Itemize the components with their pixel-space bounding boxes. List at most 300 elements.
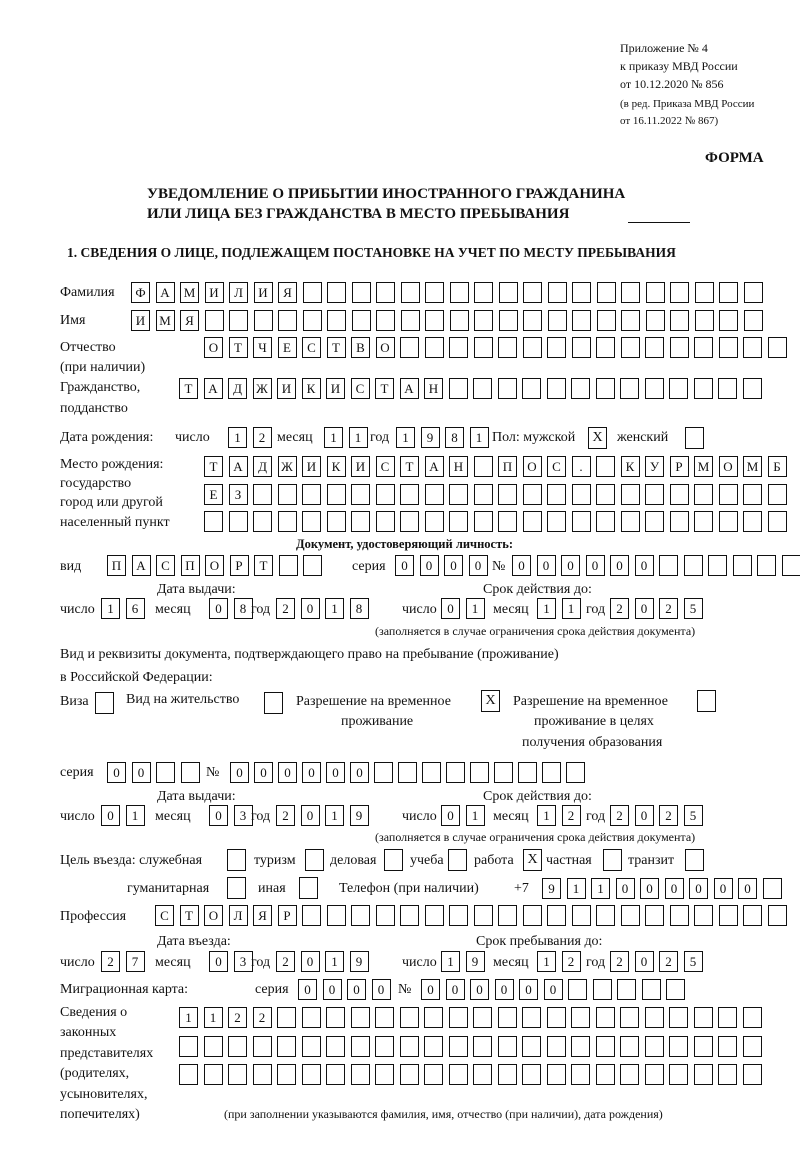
char-cell[interactable] bbox=[708, 555, 727, 576]
char-cell[interactable] bbox=[620, 378, 639, 399]
char-cell[interactable] bbox=[351, 1007, 370, 1028]
char-cell[interactable] bbox=[473, 1064, 492, 1085]
char-cell[interactable]: 9 bbox=[542, 878, 561, 899]
char-cell[interactable]: Т bbox=[375, 378, 394, 399]
char-cell[interactable] bbox=[398, 762, 417, 783]
char-cell[interactable] bbox=[278, 511, 297, 532]
char-cell[interactable] bbox=[474, 282, 493, 303]
char-cell[interactable]: 2 bbox=[276, 805, 295, 826]
char-cell[interactable] bbox=[645, 1036, 664, 1057]
char-cell[interactable] bbox=[400, 484, 419, 505]
char-cell[interactable] bbox=[757, 555, 776, 576]
char-cell[interactable] bbox=[768, 905, 787, 926]
char-cell[interactable] bbox=[596, 905, 615, 926]
char-cell[interactable] bbox=[523, 511, 542, 532]
char-cell[interactable] bbox=[278, 310, 297, 331]
char-cell[interactable] bbox=[450, 282, 469, 303]
char-cell[interactable] bbox=[498, 1007, 517, 1028]
char-cell[interactable] bbox=[401, 282, 420, 303]
char-cell[interactable]: 0 bbox=[298, 979, 317, 1000]
char-cell[interactable] bbox=[450, 310, 469, 331]
char-cell[interactable] bbox=[376, 310, 395, 331]
char-cell[interactable]: 0 bbox=[441, 598, 460, 619]
char-cell[interactable] bbox=[474, 905, 493, 926]
char-cell[interactable] bbox=[228, 1064, 247, 1085]
char-cell[interactable] bbox=[375, 1064, 394, 1085]
char-cell[interactable]: 1 bbox=[396, 427, 415, 448]
char-cell[interactable] bbox=[474, 511, 493, 532]
char-cell[interactable] bbox=[204, 1064, 223, 1085]
char-cell[interactable]: К bbox=[327, 456, 346, 477]
char-cell[interactable]: 0 bbox=[512, 555, 531, 576]
char-cell[interactable] bbox=[669, 1007, 688, 1028]
char-cell[interactable] bbox=[645, 511, 664, 532]
char-cell[interactable] bbox=[572, 905, 591, 926]
char-cell[interactable] bbox=[400, 1036, 419, 1057]
char-cell[interactable]: 1 bbox=[562, 598, 581, 619]
char-cell[interactable] bbox=[424, 1007, 443, 1028]
char-cell[interactable]: Я bbox=[278, 282, 297, 303]
char-cell[interactable] bbox=[425, 310, 444, 331]
char-cell[interactable] bbox=[547, 1007, 566, 1028]
char-cell[interactable] bbox=[498, 484, 517, 505]
char-cell[interactable]: Т bbox=[179, 378, 198, 399]
char-cell[interactable] bbox=[156, 762, 175, 783]
char-cell[interactable]: М bbox=[694, 456, 713, 477]
char-cell[interactable] bbox=[669, 1064, 688, 1085]
char-cell[interactable] bbox=[253, 511, 272, 532]
char-cell[interactable] bbox=[376, 282, 395, 303]
char-cell[interactable] bbox=[621, 484, 640, 505]
char-cell[interactable]: И bbox=[302, 456, 321, 477]
char-cell[interactable] bbox=[645, 378, 664, 399]
char-cell[interactable] bbox=[470, 762, 489, 783]
char-cell[interactable] bbox=[425, 905, 444, 926]
char-cell[interactable] bbox=[499, 282, 518, 303]
char-cell[interactable] bbox=[572, 282, 591, 303]
purpose-transit-checkbox[interactable] bbox=[685, 849, 704, 871]
char-cell[interactable] bbox=[596, 456, 615, 477]
char-cell[interactable] bbox=[400, 1064, 419, 1085]
title-blank-line[interactable] bbox=[628, 222, 690, 223]
char-cell[interactable] bbox=[179, 1064, 198, 1085]
char-cell[interactable] bbox=[401, 310, 420, 331]
char-cell[interactable]: 0 bbox=[635, 555, 654, 576]
char-cell[interactable] bbox=[571, 1036, 590, 1057]
char-cell[interactable]: 0 bbox=[444, 555, 463, 576]
char-cell[interactable] bbox=[744, 310, 763, 331]
char-cell[interactable] bbox=[670, 484, 689, 505]
char-cell[interactable] bbox=[498, 378, 517, 399]
char-cell[interactable]: 0 bbox=[537, 555, 556, 576]
edu-residence-checkbox[interactable] bbox=[697, 690, 716, 712]
char-cell[interactable] bbox=[621, 282, 640, 303]
char-cell[interactable]: 7 bbox=[126, 951, 145, 972]
char-cell[interactable]: 0 bbox=[323, 979, 342, 1000]
char-cell[interactable] bbox=[743, 1007, 762, 1028]
char-cell[interactable] bbox=[474, 337, 493, 358]
char-cell[interactable] bbox=[523, 484, 542, 505]
char-cell[interactable]: К bbox=[302, 378, 321, 399]
char-cell[interactable] bbox=[327, 905, 346, 926]
char-cell[interactable] bbox=[302, 1007, 321, 1028]
char-cell[interactable]: 0 bbox=[544, 979, 563, 1000]
char-cell[interactable]: О bbox=[204, 337, 223, 358]
char-cell[interactable] bbox=[425, 282, 444, 303]
char-cell[interactable]: А bbox=[400, 378, 419, 399]
char-cell[interactable]: О bbox=[205, 555, 224, 576]
char-cell[interactable] bbox=[547, 378, 566, 399]
char-cell[interactable] bbox=[719, 282, 738, 303]
char-cell[interactable] bbox=[446, 762, 465, 783]
char-cell[interactable] bbox=[204, 511, 223, 532]
char-cell[interactable]: 0 bbox=[132, 762, 151, 783]
char-cell[interactable]: 5 bbox=[684, 805, 703, 826]
char-cell[interactable]: Д bbox=[253, 456, 272, 477]
char-cell[interactable] bbox=[596, 511, 615, 532]
char-cell[interactable] bbox=[327, 310, 346, 331]
char-cell[interactable] bbox=[425, 511, 444, 532]
char-cell[interactable] bbox=[400, 511, 419, 532]
char-cell[interactable]: 8 bbox=[234, 598, 253, 619]
char-cell[interactable] bbox=[351, 511, 370, 532]
char-cell[interactable]: 8 bbox=[350, 598, 369, 619]
char-cell[interactable]: О bbox=[204, 905, 223, 926]
char-cell[interactable] bbox=[768, 511, 787, 532]
char-cell[interactable]: 9 bbox=[350, 805, 369, 826]
char-cell[interactable]: Т bbox=[254, 555, 273, 576]
char-cell[interactable] bbox=[498, 1036, 517, 1057]
char-cell[interactable] bbox=[424, 1036, 443, 1057]
char-cell[interactable] bbox=[351, 1036, 370, 1057]
char-cell[interactable] bbox=[743, 511, 762, 532]
char-cell[interactable]: 2 bbox=[562, 805, 581, 826]
char-cell[interactable]: 2 bbox=[228, 1007, 247, 1028]
char-cell[interactable]: 1 bbox=[466, 598, 485, 619]
char-cell[interactable]: А bbox=[425, 456, 444, 477]
char-cell[interactable] bbox=[523, 905, 542, 926]
char-cell[interactable]: 3 bbox=[234, 805, 253, 826]
char-cell[interactable] bbox=[568, 979, 587, 1000]
char-cell[interactable] bbox=[694, 511, 713, 532]
char-cell[interactable]: 0 bbox=[395, 555, 414, 576]
char-cell[interactable] bbox=[571, 1007, 590, 1028]
sex-female-checkbox[interactable] bbox=[685, 427, 704, 449]
char-cell[interactable] bbox=[743, 337, 762, 358]
char-cell[interactable]: 1 bbox=[591, 878, 610, 899]
char-cell[interactable] bbox=[449, 378, 468, 399]
char-cell[interactable]: 0 bbox=[714, 878, 733, 899]
char-cell[interactable]: 1 bbox=[228, 427, 247, 448]
purpose-official-checkbox[interactable] bbox=[227, 849, 246, 871]
char-cell[interactable]: Т bbox=[204, 456, 223, 477]
char-cell[interactable] bbox=[352, 282, 371, 303]
char-cell[interactable] bbox=[327, 282, 346, 303]
char-cell[interactable] bbox=[449, 484, 468, 505]
char-cell[interactable] bbox=[744, 282, 763, 303]
purpose-private-checkbox[interactable] bbox=[603, 849, 622, 871]
char-cell[interactable] bbox=[449, 337, 468, 358]
char-cell[interactable] bbox=[449, 511, 468, 532]
char-cell[interactable]: Б bbox=[768, 456, 787, 477]
char-cell[interactable]: 1 bbox=[466, 805, 485, 826]
char-cell[interactable] bbox=[229, 511, 248, 532]
char-cell[interactable]: О bbox=[376, 337, 395, 358]
char-cell[interactable] bbox=[743, 1064, 762, 1085]
char-cell[interactable]: С bbox=[547, 456, 566, 477]
char-cell[interactable]: Ж bbox=[253, 378, 272, 399]
char-cell[interactable] bbox=[645, 1007, 664, 1028]
char-cell[interactable]: 1 bbox=[126, 805, 145, 826]
char-cell[interactable] bbox=[669, 1036, 688, 1057]
char-cell[interactable] bbox=[547, 511, 566, 532]
char-cell[interactable]: 2 bbox=[659, 951, 678, 972]
char-cell[interactable] bbox=[666, 979, 685, 1000]
char-cell[interactable]: Л bbox=[229, 905, 248, 926]
char-cell[interactable] bbox=[523, 310, 542, 331]
char-cell[interactable] bbox=[695, 310, 714, 331]
char-cell[interactable]: 2 bbox=[610, 951, 629, 972]
char-cell[interactable]: 3 bbox=[234, 951, 253, 972]
char-cell[interactable] bbox=[376, 905, 395, 926]
char-cell[interactable]: 9 bbox=[466, 951, 485, 972]
char-cell[interactable] bbox=[548, 282, 567, 303]
char-cell[interactable]: Т bbox=[229, 337, 248, 358]
char-cell[interactable] bbox=[352, 310, 371, 331]
char-cell[interactable] bbox=[181, 762, 200, 783]
char-cell[interactable] bbox=[302, 1036, 321, 1057]
char-cell[interactable] bbox=[400, 1007, 419, 1028]
char-cell[interactable] bbox=[205, 310, 224, 331]
char-cell[interactable] bbox=[596, 1007, 615, 1028]
char-cell[interactable]: 0 bbox=[561, 555, 580, 576]
char-cell[interactable] bbox=[694, 905, 713, 926]
char-cell[interactable] bbox=[498, 905, 517, 926]
char-cell[interactable]: 0 bbox=[446, 979, 465, 1000]
char-cell[interactable] bbox=[449, 1007, 468, 1028]
char-cell[interactable] bbox=[743, 378, 762, 399]
char-cell[interactable]: Р bbox=[278, 905, 297, 926]
char-cell[interactable]: 2 bbox=[253, 1007, 272, 1028]
char-cell[interactable] bbox=[498, 337, 517, 358]
char-cell[interactable] bbox=[669, 378, 688, 399]
char-cell[interactable] bbox=[597, 310, 616, 331]
char-cell[interactable]: Я bbox=[180, 310, 199, 331]
char-cell[interactable]: Р bbox=[670, 456, 689, 477]
char-cell[interactable] bbox=[718, 1007, 737, 1028]
char-cell[interactable] bbox=[645, 905, 664, 926]
char-cell[interactable]: И bbox=[277, 378, 296, 399]
char-cell[interactable] bbox=[179, 1036, 198, 1057]
char-cell[interactable] bbox=[694, 1007, 713, 1028]
char-cell[interactable] bbox=[593, 979, 612, 1000]
char-cell[interactable] bbox=[645, 337, 664, 358]
char-cell[interactable] bbox=[374, 762, 393, 783]
char-cell[interactable]: С bbox=[376, 456, 395, 477]
char-cell[interactable]: 1 bbox=[441, 951, 460, 972]
char-cell[interactable]: 0 bbox=[635, 951, 654, 972]
char-cell[interactable]: 0 bbox=[738, 878, 757, 899]
char-cell[interactable]: И bbox=[254, 282, 273, 303]
char-cell[interactable]: А bbox=[229, 456, 248, 477]
char-cell[interactable] bbox=[596, 1036, 615, 1057]
char-cell[interactable] bbox=[670, 310, 689, 331]
char-cell[interactable]: 0 bbox=[469, 555, 488, 576]
char-cell[interactable] bbox=[253, 1064, 272, 1085]
char-cell[interactable] bbox=[375, 1036, 394, 1057]
char-cell[interactable]: 0 bbox=[350, 762, 369, 783]
char-cell[interactable]: 2 bbox=[276, 598, 295, 619]
char-cell[interactable] bbox=[425, 337, 444, 358]
char-cell[interactable] bbox=[645, 1064, 664, 1085]
char-cell[interactable] bbox=[743, 905, 762, 926]
char-cell[interactable] bbox=[719, 511, 738, 532]
char-cell[interactable]: И bbox=[205, 282, 224, 303]
char-cell[interactable] bbox=[694, 1036, 713, 1057]
char-cell[interactable] bbox=[473, 378, 492, 399]
char-cell[interactable] bbox=[571, 1064, 590, 1085]
char-cell[interactable] bbox=[302, 1064, 321, 1085]
char-cell[interactable] bbox=[327, 511, 346, 532]
char-cell[interactable] bbox=[302, 905, 321, 926]
char-cell[interactable] bbox=[547, 1036, 566, 1057]
char-cell[interactable] bbox=[572, 337, 591, 358]
char-cell[interactable] bbox=[694, 337, 713, 358]
char-cell[interactable] bbox=[351, 1064, 370, 1085]
char-cell[interactable] bbox=[763, 878, 782, 899]
char-cell[interactable] bbox=[694, 1064, 713, 1085]
char-cell[interactable]: 2 bbox=[562, 951, 581, 972]
char-cell[interactable] bbox=[548, 310, 567, 331]
char-cell[interactable] bbox=[326, 1064, 345, 1085]
char-cell[interactable] bbox=[279, 555, 298, 576]
char-cell[interactable]: 0 bbox=[495, 979, 514, 1000]
purpose-business-checkbox[interactable] bbox=[384, 849, 403, 871]
char-cell[interactable] bbox=[768, 337, 787, 358]
char-cell[interactable]: . bbox=[572, 456, 591, 477]
char-cell[interactable] bbox=[254, 310, 273, 331]
char-cell[interactable] bbox=[620, 1036, 639, 1057]
char-cell[interactable] bbox=[351, 484, 370, 505]
purpose-study-checkbox[interactable] bbox=[448, 849, 467, 871]
char-cell[interactable] bbox=[621, 905, 640, 926]
char-cell[interactable]: 1 bbox=[537, 951, 556, 972]
char-cell[interactable] bbox=[617, 979, 636, 1000]
char-cell[interactable]: А bbox=[156, 282, 175, 303]
char-cell[interactable]: Е bbox=[278, 337, 297, 358]
char-cell[interactable]: М bbox=[743, 456, 762, 477]
char-cell[interactable]: 0 bbox=[610, 555, 629, 576]
char-cell[interactable] bbox=[542, 762, 561, 783]
char-cell[interactable]: Н bbox=[424, 378, 443, 399]
char-cell[interactable] bbox=[596, 484, 615, 505]
char-cell[interactable] bbox=[473, 1036, 492, 1057]
char-cell[interactable]: Е bbox=[204, 484, 223, 505]
char-cell[interactable]: 0 bbox=[347, 979, 366, 1000]
char-cell[interactable] bbox=[474, 456, 493, 477]
char-cell[interactable]: 0 bbox=[441, 805, 460, 826]
char-cell[interactable]: Т bbox=[180, 905, 199, 926]
char-cell[interactable]: С bbox=[155, 905, 174, 926]
char-cell[interactable]: Д bbox=[228, 378, 247, 399]
char-cell[interactable]: 2 bbox=[659, 598, 678, 619]
char-cell[interactable]: П bbox=[107, 555, 126, 576]
char-cell[interactable] bbox=[376, 484, 395, 505]
char-cell[interactable]: С bbox=[156, 555, 175, 576]
purpose-work-checkbox[interactable]: X bbox=[523, 849, 542, 871]
char-cell[interactable]: 1 bbox=[325, 598, 344, 619]
char-cell[interactable] bbox=[425, 484, 444, 505]
char-cell[interactable] bbox=[621, 337, 640, 358]
char-cell[interactable]: 0 bbox=[470, 979, 489, 1000]
char-cell[interactable] bbox=[474, 484, 493, 505]
char-cell[interactable]: П bbox=[498, 456, 517, 477]
char-cell[interactable]: Л bbox=[229, 282, 248, 303]
char-cell[interactable]: Ч bbox=[253, 337, 272, 358]
char-cell[interactable]: 0 bbox=[209, 598, 228, 619]
char-cell[interactable] bbox=[596, 1064, 615, 1085]
char-cell[interactable] bbox=[694, 484, 713, 505]
char-cell[interactable]: 0 bbox=[635, 598, 654, 619]
char-cell[interactable]: 9 bbox=[350, 951, 369, 972]
char-cell[interactable] bbox=[695, 282, 714, 303]
char-cell[interactable]: 8 bbox=[445, 427, 464, 448]
char-cell[interactable]: Т bbox=[327, 337, 346, 358]
char-cell[interactable] bbox=[719, 310, 738, 331]
char-cell[interactable] bbox=[718, 1064, 737, 1085]
char-cell[interactable] bbox=[522, 378, 541, 399]
char-cell[interactable] bbox=[518, 762, 537, 783]
char-cell[interactable] bbox=[422, 762, 441, 783]
char-cell[interactable] bbox=[327, 484, 346, 505]
char-cell[interactable]: 0 bbox=[230, 762, 249, 783]
char-cell[interactable] bbox=[376, 511, 395, 532]
char-cell[interactable]: 9 bbox=[421, 427, 440, 448]
char-cell[interactable] bbox=[474, 310, 493, 331]
char-cell[interactable] bbox=[424, 1064, 443, 1085]
char-cell[interactable]: 1 bbox=[324, 427, 343, 448]
char-cell[interactable]: С bbox=[302, 337, 321, 358]
char-cell[interactable]: 1 bbox=[349, 427, 368, 448]
char-cell[interactable]: 0 bbox=[107, 762, 126, 783]
char-cell[interactable] bbox=[670, 282, 689, 303]
char-cell[interactable]: О bbox=[719, 456, 738, 477]
sex-male-checkbox[interactable]: X bbox=[588, 427, 607, 449]
char-cell[interactable]: М bbox=[180, 282, 199, 303]
char-cell[interactable] bbox=[277, 1036, 296, 1057]
purpose-humanitarian-checkbox[interactable] bbox=[227, 877, 246, 899]
char-cell[interactable]: 0 bbox=[301, 598, 320, 619]
visa-checkbox[interactable] bbox=[95, 692, 114, 714]
char-cell[interactable] bbox=[743, 1036, 762, 1057]
char-cell[interactable] bbox=[547, 484, 566, 505]
char-cell[interactable]: 0 bbox=[640, 878, 659, 899]
char-cell[interactable] bbox=[547, 905, 566, 926]
char-cell[interactable] bbox=[229, 310, 248, 331]
char-cell[interactable]: 0 bbox=[302, 762, 321, 783]
char-cell[interactable] bbox=[277, 1007, 296, 1028]
char-cell[interactable] bbox=[547, 1064, 566, 1085]
char-cell[interactable]: 0 bbox=[209, 805, 228, 826]
char-cell[interactable] bbox=[719, 905, 738, 926]
char-cell[interactable] bbox=[326, 1007, 345, 1028]
char-cell[interactable] bbox=[645, 484, 664, 505]
char-cell[interactable] bbox=[278, 484, 297, 505]
char-cell[interactable] bbox=[621, 511, 640, 532]
char-cell[interactable] bbox=[597, 282, 616, 303]
char-cell[interactable]: В bbox=[351, 337, 370, 358]
char-cell[interactable] bbox=[522, 1007, 541, 1028]
